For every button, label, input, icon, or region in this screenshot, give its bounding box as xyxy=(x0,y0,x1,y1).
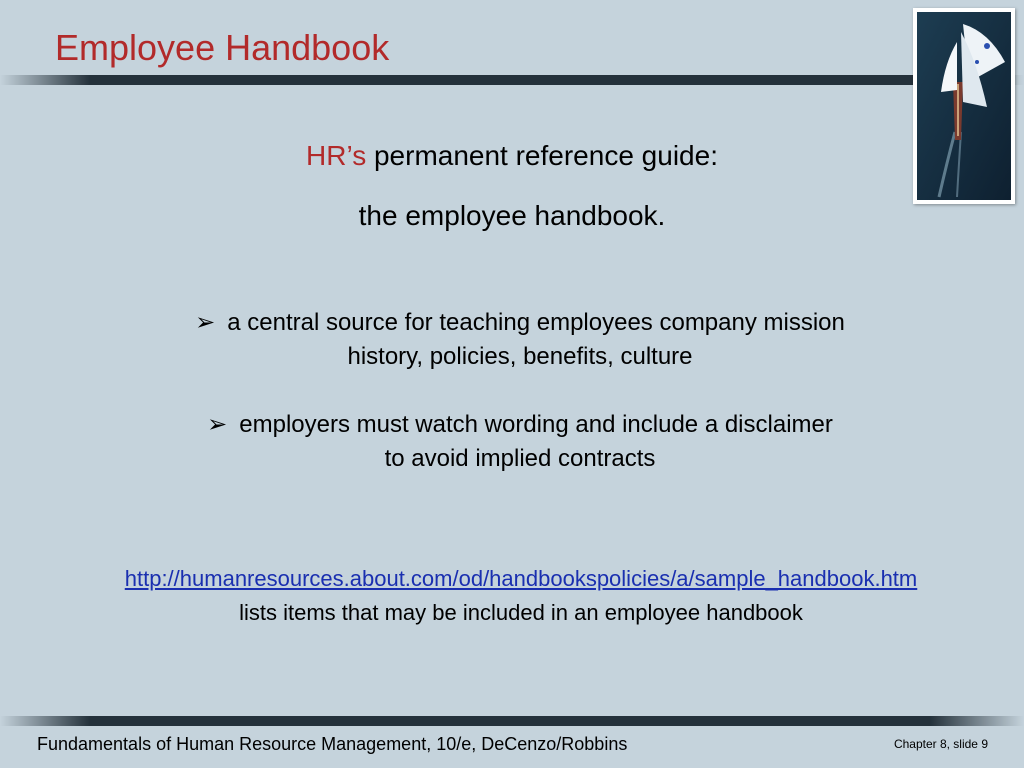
handbook-link[interactable]: http://humanresources.about.com/od/handbookspolicies/a/sample_handbook.htm xyxy=(124,566,918,591)
footer-divider xyxy=(0,716,1024,726)
link-description: lists items that may be included in an employee handbook xyxy=(239,600,803,625)
arrow-bullet-icon: ➢ xyxy=(207,411,228,438)
sailboat-photo xyxy=(913,8,1015,204)
heading-accent: HR’s xyxy=(306,140,367,171)
bullet-item xyxy=(100,408,940,476)
footer-book-title: Fundamentals of Human Resource Management, 10/e, DeCenzo/Robbins xyxy=(37,734,628,754)
bullet-item xyxy=(100,306,940,374)
heading-line-1 xyxy=(0,140,1024,172)
bullet-text-line2: to avoid implied contracts xyxy=(384,445,656,472)
arrow-bullet-icon: ➢ xyxy=(195,309,216,336)
bullet-text-line1: employers must watch wording and include a disclaimer xyxy=(239,411,833,438)
footer-slide-number: Chapter 8, slide 9 xyxy=(893,737,988,751)
bullet-text-line1: a central source for teaching employees company mission xyxy=(227,309,845,336)
heading-rest: permanent reference guide: xyxy=(373,140,718,171)
heading-line-2: the employee handbook. xyxy=(358,200,666,231)
slide-title: Employee Handbook xyxy=(55,27,390,68)
bullet-text-line2: history, policies, benefits, culture xyxy=(347,343,693,370)
title-divider xyxy=(0,75,1024,85)
